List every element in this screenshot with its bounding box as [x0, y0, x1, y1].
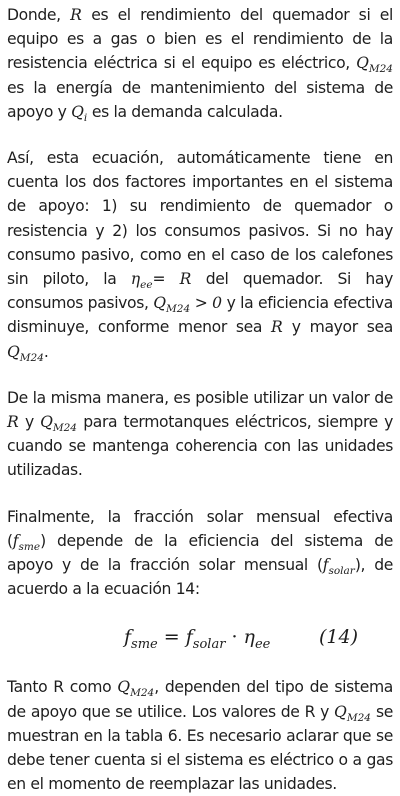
document-page	[7, 3, 393, 796]
paragraph-table-reference: Tanto R como $Q_{M24}$, dependen del tipo de sistema de apoyo que se utilice. Los valores de R y $Q_{M24}$ se muestran en la tabla 6. Es necesario aclarar que se debe tener cuenta si el sistema es eléctrico o a gas en el momento de reemplazar las unidades.	[7, 678, 394, 794]
equation-14	[7, 617, 393, 657]
paragraph-definitions: Donde, R es el rendimiento del quemador si el equipo es a gas o bien es el rendimiento de la resistencia eléctrica si el equipo es eléctrico, $Q_{M24}$ es la energía de mantenimiento del sistema de apoyo y $Q_i$ es la demanda calculada.	[7, 6, 393, 124]
symbol-q: $Q_{M24}$	[356, 54, 393, 76]
symbol-q: $Q_{M24}$	[153, 294, 191, 316]
symbol-qi: $Q_i$	[71, 102, 88, 124]
symbol-r: R	[271, 318, 283, 337]
symbol-r: R	[7, 413, 19, 432]
equation-formula: $f_{sme} = f_{solar} \cdot \eta_{ee}$	[124, 626, 271, 653]
symbol-f-sme: $f_{sme}$	[12, 531, 41, 553]
symbol-q: $Q_{M24}$	[117, 678, 155, 700]
symbol-f-solar: $f_{solar}$	[322, 556, 355, 578]
paragraph-solar-fraction: Finalmente, la fracción solar mensual efectiva $(f_{sme})$ depende de la eficiencia del sistema de apoyo y de la fracción solar mensual $(f_{solar})$, de acuerdo a la ecuación 14:	[7, 507, 393, 599]
equation-number: (14)	[319, 626, 359, 649]
symbol-zero: 0	[212, 294, 223, 313]
symbol-eta: $\eta_{ee}$	[130, 270, 153, 292]
paragraph-electric-heaters: De la misma manera, es posible utilizar un valor de R y $Q_{M24}$ para termotanques eléctricos, siempre y cuando se mantenga coherencia con las unidades utilizadas.	[7, 388, 394, 480]
symbol-q: $Q_{M24}$	[334, 702, 371, 724]
symbol-q: $Q_{M24}$	[7, 342, 44, 364]
paragraph-explanation: Así, esta ecuación, automáticamente tiene en cuenta los dos factores importantes en el sistema de apoyo: 1) su rendimiento de quemador o resistencia y 2) los consumos pasivos. Si no hay consumo pasivo, como en el caso de los calefones sin piloto, la $\eta_{ee}= R$ del quemador. Si hay consumos pasivos, $Q_{M24} > 0$ y la eficiencia efectiva disminuye, conforme menor sea R y mayor sea $Q_{M24}$.	[7, 149, 394, 364]
symbol-r: R	[70, 6, 82, 24]
symbol-r: R	[179, 270, 192, 289]
symbol-q: $Q_{M24}$	[40, 413, 77, 435]
